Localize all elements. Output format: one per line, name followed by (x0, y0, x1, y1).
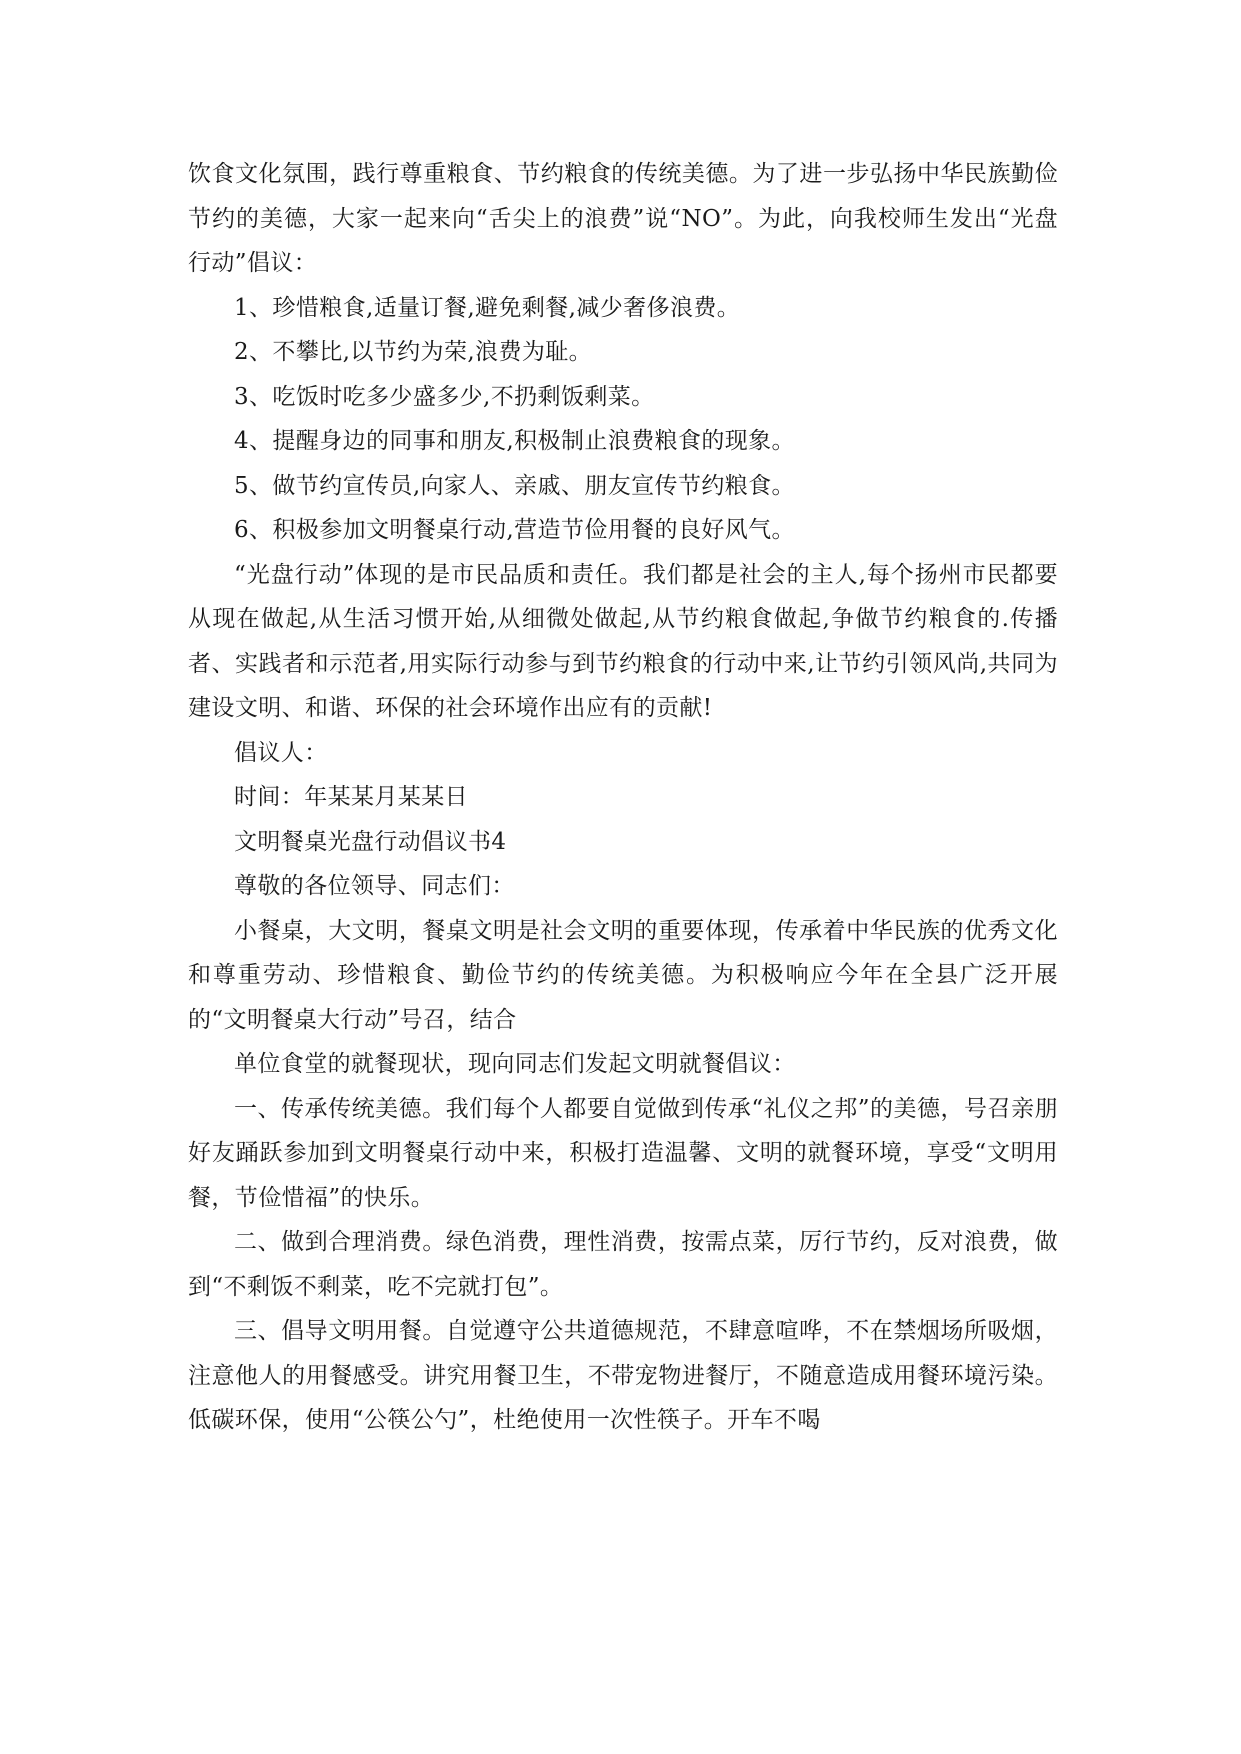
section-title: 文明餐桌光盘行动倡议书4 (234, 828, 507, 855)
proposal-item-6: 6、积极参加文明餐桌行动,营造节俭用餐的良好风气。 (234, 517, 795, 543)
proposal-item-1: 1、珍惜粮食,适量订餐,避免剩餐,减少奢侈浪费。 (234, 294, 741, 321)
proposal-item-3: 3、吃饭时吃多少盛多少,不扔剩饭剩菜。 (234, 383, 655, 410)
document-body (188, 152, 1058, 1443)
proposal-point-1: 一、传承传统美德。我们每个人都要自觉做到传承“礼仪之邦”的美德，号召亲朋好友踊跃参加到文明餐桌行动中来，积极打造温馨、文明的就餐环境，享受“文明用餐，节俭惜福”的快乐。 (188, 1095, 1058, 1211)
paragraph-small-table: 小餐桌，大文明，餐桌文明是社会文明的重要体现，传承着中华民族的优秀文化和尊重劳动、珍惜粮食、勤俭节约的传统美德。为积极响应今年在全县广泛开展的“文明餐桌大行动”号召，结合 (188, 917, 1058, 1033)
paragraph-canteen-status: 单位食堂的就餐现状，现向同志们发起文明就餐倡议： (234, 1051, 796, 1077)
signature-date: 时间：年某某月某某日 (234, 784, 468, 810)
proposal-point-2: 二、做到合理消费。绿色消费，理性消费，按需点菜，厉行节约，反对浪费，做到“不剩饭不剩菜，吃不完就打包”。 (188, 1229, 1058, 1300)
paragraph-intro: 饮食文化氛围，践行尊重粮食、节约粮食的传统美德。为了进一步弘扬中华民族勤俭节约的美德，大家一起来向“舌尖上的浪费”说“NO”。为此，向我校师生发出“光盘行动”倡议： (188, 161, 1058, 276)
proposal-item-2: 2、不攀比,以节约为荣,浪费为耻。 (234, 339, 593, 365)
signature-proposer: 倡议人： (234, 739, 328, 766)
proposal-item-4: 4、提醒身边的同事和朋友,积极制止浪费粮食的现象。 (234, 428, 795, 454)
proposal-item-5: 5、做节约宣传员,向家人、亲戚、朋友宣传节约粮食。 (234, 472, 795, 499)
salutation: 尊敬的各位领导、同志们： (234, 873, 515, 899)
proposal-point-3: 三、倡导文明用餐。自觉遵守公共道德规范，不肆意喧哗，不在禁烟场所吸烟，注意他人的用餐感受。讲究用餐卫生，不带宠物进餐厅，不随意造成用餐环境污染。低碳环保，使用“公筷公勺”，杜绝使用一次性筷子。开车不喝 (188, 1318, 1058, 1433)
paragraph-clean-plate-conclusion: “光盘行动”体现的是市民品质和责任。我们都是社会的主人,每个扬州市民都要从现在做起,从生活习惯开始,从细微处做起,从节约粮食做起,争做节约粮食的.传播者、实践者和示范者,用实际行动参与到节约粮食的行动中来,让节约引领风尚,共同为建设文明、和谐、环保的社会环境作出应有的贡献! (188, 561, 1058, 721)
